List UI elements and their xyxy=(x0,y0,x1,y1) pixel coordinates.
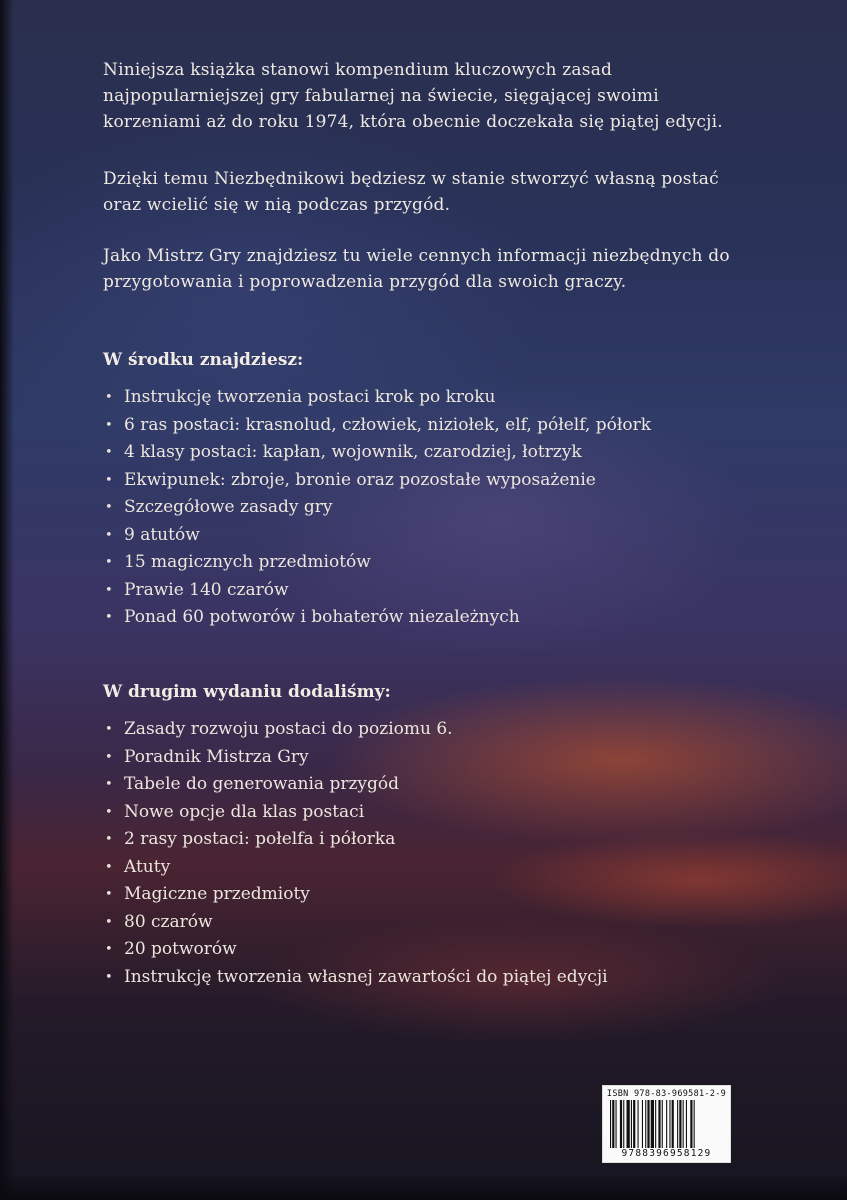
barcode-bar xyxy=(623,1100,624,1148)
isbn-label: ISBN 978-83-969581-2-9 xyxy=(606,1089,727,1099)
list-item-text: Ponad 60 potworów i bohaterów niezależnych xyxy=(124,607,520,627)
bullet-icon: • xyxy=(105,445,113,460)
list-item-text: Poradnik Mistrza Gry xyxy=(124,746,309,767)
contents-list-item xyxy=(103,467,651,495)
contents-list-item xyxy=(103,577,651,605)
contents-heading: W środku znajdziesz: xyxy=(103,350,304,370)
barcode-bar xyxy=(658,1100,660,1148)
barcode-bar xyxy=(651,1100,654,1148)
list-item-text: Ekwipunek: zbroje, bronie oraz pozostałe wyposażenie xyxy=(124,469,596,490)
barcode-bar xyxy=(686,1100,687,1148)
isbn-barcode xyxy=(602,1085,731,1163)
barcode-bar xyxy=(631,1100,632,1148)
bullet-icon: • xyxy=(105,969,113,985)
list-item-text: Nowe opcje dla klas postaci xyxy=(124,801,365,822)
barcode-bar xyxy=(633,1100,635,1148)
barcode-bars xyxy=(609,1100,724,1148)
second-edition-list-item xyxy=(103,826,608,854)
barcode-bar xyxy=(655,1100,656,1148)
cover-left-edge-shadow xyxy=(0,0,14,1200)
list-item-text: 15 magicznych przedmiotów xyxy=(124,552,371,572)
list-item-text: Prawie 140 czarów xyxy=(124,579,289,600)
player-line: Dzięki temu Niezbędnikowi będziesz w stanie stworzyć własną postać xyxy=(103,169,719,189)
barcode-bar xyxy=(612,1100,614,1148)
barcode-bar xyxy=(679,1100,681,1148)
second-edition-list-item xyxy=(103,744,608,772)
list-item-text: 2 rasy postaci: połelfa i półorka xyxy=(124,829,396,849)
bullet-icon: • xyxy=(105,804,113,820)
bullet-icon: • xyxy=(105,914,113,930)
barcode-bar xyxy=(677,1100,678,1148)
barcode-bar xyxy=(647,1100,649,1148)
bullet-icon: • xyxy=(105,832,113,847)
bullet-icon: • xyxy=(105,777,113,792)
barcode-bar xyxy=(669,1100,670,1148)
contents-list-item xyxy=(103,494,651,522)
list-item-text: 20 potworów xyxy=(124,939,237,959)
contents-list-item xyxy=(103,604,651,632)
barcode-bar xyxy=(662,1100,663,1148)
bullet-icon: • xyxy=(105,500,113,515)
bullet-icon: • xyxy=(105,749,113,765)
bullet-icon: • xyxy=(105,722,113,737)
second-edition-list-item xyxy=(103,936,608,964)
intro-line: Niniejsza książka stanowi kompendium kluczowych zasad xyxy=(103,60,613,80)
intro-line: korzeniami aż do roku 1974, która obecnie doczekała się piątej edycji. xyxy=(103,112,723,132)
intro-paragraph xyxy=(103,57,783,135)
barcode-digits: 9788396958129 xyxy=(621,1148,712,1159)
bullet-icon: • xyxy=(105,610,113,625)
intro-line: najpopularniejszej gry fabularnej na świecie, sięgającej swoimi xyxy=(103,86,659,106)
list-item-text: 80 czarów xyxy=(124,911,213,932)
barcode-bar xyxy=(672,1100,674,1148)
second-edition-list-item xyxy=(103,964,608,992)
bullet-icon: • xyxy=(105,942,113,957)
contents-list-item xyxy=(103,384,651,412)
second-edition-list-item xyxy=(103,909,608,937)
contents-list xyxy=(103,384,651,632)
barcode-bar xyxy=(616,1100,617,1148)
list-item-text: 9 atutów xyxy=(124,524,200,545)
list-item-text: Tabele do generowania przygód xyxy=(124,774,400,794)
bullet-icon: • xyxy=(105,887,113,902)
bullet-icon: • xyxy=(105,555,113,570)
barcode-bar xyxy=(645,1100,646,1148)
second-edition-list-item xyxy=(103,771,608,799)
contents-list-item xyxy=(103,549,651,577)
list-item-text: 6 ras postaci: krasnolud, człowiek, niziołek, elf, półelf, półork xyxy=(124,414,652,435)
game-master-line: przygotowania i poprowadzenia przygód dla swoich graczy. xyxy=(103,272,627,292)
bullet-icon: • xyxy=(105,472,113,488)
second-edition-heading: W drugim wydaniu dodaliśmy: xyxy=(103,682,391,702)
barcode-bar xyxy=(683,1100,684,1148)
cover-bottom-edge-shadow xyxy=(0,1174,847,1200)
barcode-bar xyxy=(638,1100,639,1148)
player-paragraph xyxy=(103,166,783,218)
bullet-icon: • xyxy=(105,582,113,598)
barcode-bar xyxy=(610,1100,611,1148)
bullet-icon: • xyxy=(105,417,113,433)
barcode-bar xyxy=(642,1100,643,1148)
list-item-text: Atuty xyxy=(124,856,171,877)
contents-list-item xyxy=(103,439,651,467)
contents-list-item xyxy=(103,522,651,550)
bullet-icon: • xyxy=(105,859,113,875)
second-edition-list-item xyxy=(103,716,608,744)
list-item-text: 4 klasy postaci: kapłan, wojownik, czarodziej, łotrzyk xyxy=(124,442,582,462)
barcode-bar xyxy=(666,1100,667,1148)
list-item-text: Instrukcję tworzenia własnej zawartości do piątej edycji xyxy=(124,966,608,987)
second-edition-list-item xyxy=(103,799,608,827)
game-master-paragraph xyxy=(103,243,783,295)
barcode-bar xyxy=(694,1100,695,1148)
barcode-bar xyxy=(690,1100,692,1148)
list-item-text: Zasady rozwoju postaci do poziomu 6. xyxy=(124,719,453,739)
contents-list-item xyxy=(103,412,651,440)
bullet-icon: • xyxy=(105,527,113,543)
list-item-text: Szczegółowe zasady gry xyxy=(124,497,333,517)
game-master-line: Jako Mistrz Gry znajdziesz tu wiele cennych informacji niezbędnych do xyxy=(103,246,730,266)
player-line: oraz wcielić się w nią podczas przygód. xyxy=(103,195,451,215)
bullet-icon: • xyxy=(105,390,113,405)
second-edition-list-item xyxy=(103,881,608,909)
list-item-text: Magiczne przedmioty xyxy=(124,884,310,904)
second-edition-list xyxy=(103,716,608,991)
barcode-bar xyxy=(620,1100,622,1148)
list-item-text: Instrukcję tworzenia postaci krok po kroku xyxy=(124,387,496,407)
second-edition-list-item xyxy=(103,854,608,882)
barcode-bar xyxy=(627,1100,630,1148)
